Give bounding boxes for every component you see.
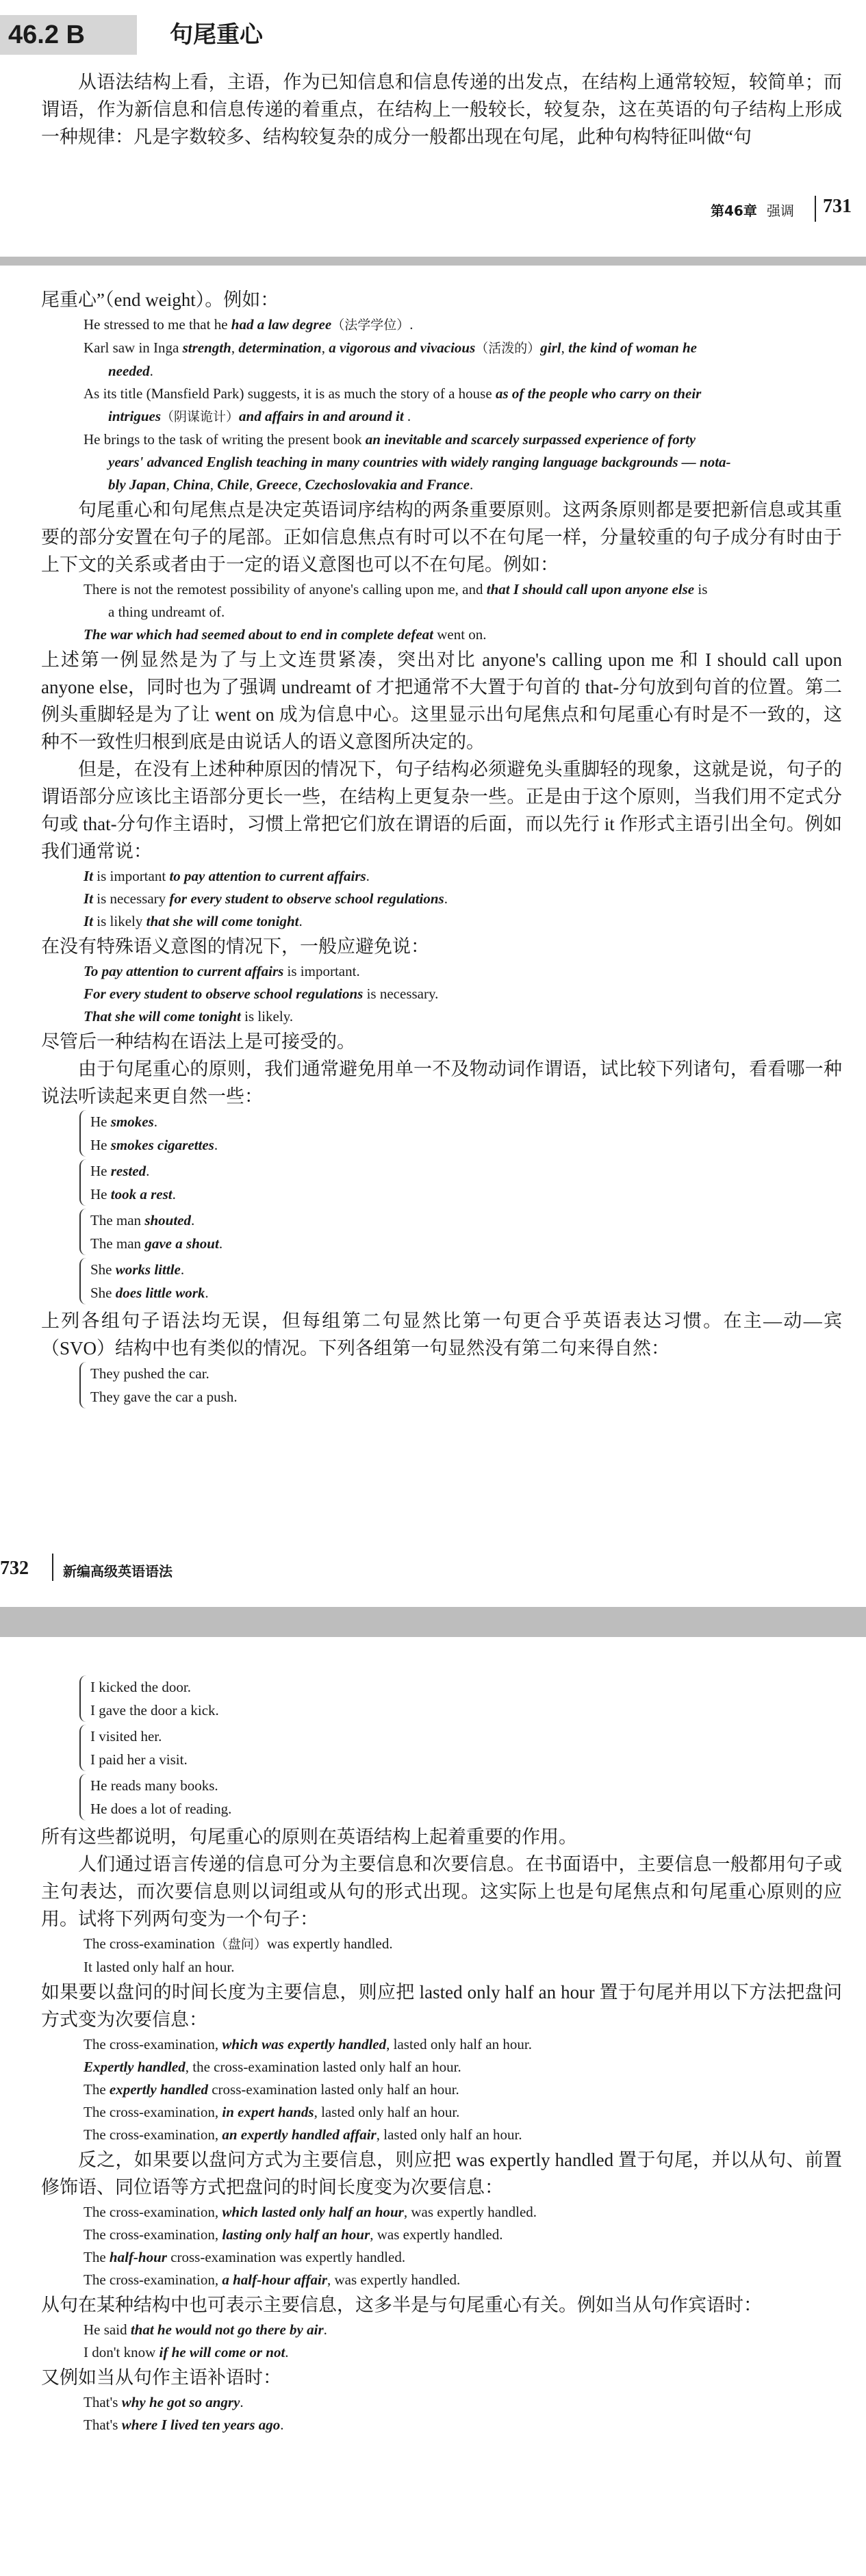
text-run: She: [90, 1285, 116, 1301]
examples-two-sentences: [41, 1933, 842, 1979]
emphasis-text: Czechoslovakia and France: [305, 476, 470, 493]
text-run: , was expertly handled.: [370, 2226, 503, 2243]
text-run: is important.: [283, 963, 360, 979]
example-sentence: [90, 1258, 842, 1281]
sentence-pair: [79, 1362, 842, 1408]
example-sentence: [41, 1956, 842, 1979]
text-run: She: [90, 1261, 116, 1278]
text-run: ,: [231, 339, 239, 356]
running-head-book: 新编高级英语语法: [63, 1563, 173, 1580]
page-732: [0, 1637, 866, 2576]
example-sentence: [90, 1183, 842, 1206]
example-sentence: [41, 910, 842, 933]
text-run: ,: [166, 476, 174, 493]
emphasis-text: strength: [182, 339, 231, 356]
page-number-731: 731: [823, 196, 852, 217]
text-run: They gave the car a push.: [90, 1389, 238, 1405]
text-run: .: [298, 913, 303, 929]
text-run: He: [90, 1137, 111, 1153]
text-run: The: [84, 2249, 110, 2265]
pairs-intransitive: [41, 1110, 842, 1304]
text-run: Karl saw in Inga: [84, 339, 183, 356]
example-sentence: [41, 960, 842, 983]
text-run: I gave the door a kick.: [90, 1702, 219, 1718]
emphasis-text: girl: [540, 339, 561, 356]
emphasis-text: smokes: [110, 1113, 154, 1130]
text-run: .: [214, 1137, 218, 1153]
example-sentence: [90, 1748, 842, 1771]
example-sentence: [41, 601, 842, 623]
text-run: I don't know: [84, 2344, 160, 2360]
text-run: .: [409, 316, 413, 333]
paragraph-svo: 上列各组句子语法均无误，但每组第二句显然比第一句更合乎英语表达习惯。在主—动—宾（SVO）结构中也有类似的情况。下列各组第一句显然没有第二句来得自然：: [41, 1311, 842, 1358]
gloss: （阴谋诡计）: [161, 409, 240, 424]
paragraph-clause-complement: 又例如当从句作主语补语时：: [41, 2367, 281, 2388]
emphasis-text: works little: [115, 1261, 181, 1278]
text-run: cross-examination lasted only half an hour.: [207, 2081, 459, 2098]
text-run: a thing undreamt of.: [108, 604, 225, 620]
example-sentence: [90, 1797, 842, 1820]
sentence-pair: [79, 1675, 842, 1722]
example-sentence: [41, 2033, 842, 2056]
examples-length-main: [41, 2033, 842, 2146]
text-run: , the cross-examination lasted only half an hour.: [185, 2059, 461, 2075]
emphasis-text: a vigorous and vivacious: [329, 339, 476, 356]
sentence-pair: [79, 1774, 842, 1820]
emphasis-text: why he got so angry: [121, 2394, 240, 2410]
text-run: He reads many books.: [90, 1777, 218, 1794]
emphasis-text: lasting only half an hour: [222, 2226, 370, 2243]
text-run: As its title (Mansfield Park) suggests, it is as much the story of a house: [84, 385, 496, 402]
emphasis-text: the kind of woman he: [568, 339, 698, 356]
text-run: It lasted only half an hour.: [84, 1959, 235, 1975]
emphasis-text: which lasted only half an hour: [222, 2204, 404, 2220]
text-run: was expertly handled.: [266, 1935, 393, 1952]
example-sentence: [90, 1385, 842, 1408]
text-run: He stressed to me that he: [84, 316, 231, 333]
text-run: The: [84, 2081, 110, 2098]
text-run: He: [90, 1186, 111, 1202]
emphasis-text: smokes cigarettes: [110, 1137, 214, 1153]
text-run: , lasted only half an hour.: [314, 2104, 460, 2120]
examples-end-weight: [41, 313, 842, 496]
text-run: ,: [209, 476, 218, 493]
paragraph-explanation: 上述第一例显然是为了与上文连贯紧凑，突出对比 anyone's calling upon me 和 I should call upon anyone else，同时也为了强调 undreamt of 才把通常不大置于句首的 that-分句放到句首的位置。第二例头重脚轻是为了让 went on 成为信息中心。这里显示出句尾焦点和句尾重心有时是不一致的，这种不一致性归根到底是由说话人的语义意图所决定的。: [41, 649, 842, 752]
example-sentence: [41, 623, 842, 646]
text-run: went on.: [433, 626, 487, 643]
text-run: .: [403, 408, 411, 424]
emphasis-text: shouted: [144, 1212, 191, 1228]
example-sentence: [41, 2056, 842, 2078]
text-run: He: [90, 1113, 111, 1130]
example-sentence: [41, 451, 842, 474]
text-run: .: [172, 1186, 176, 1202]
text-run: is important: [93, 868, 170, 884]
example-sentence: [90, 1133, 842, 1157]
emphasis-text: determination: [238, 339, 322, 356]
page-gap-2: [0, 1607, 866, 1637]
sentence-pair: [79, 1159, 842, 1206]
text-run: .: [191, 1212, 195, 1228]
example-sentence: [41, 865, 842, 888]
example-sentence: [41, 337, 842, 360]
example-sentence: [41, 474, 842, 496]
text-run: .: [469, 476, 474, 493]
emphasis-text: took a rest: [110, 1186, 173, 1202]
example-sentence: [90, 1209, 842, 1232]
emphasis-text: It: [84, 890, 94, 907]
text-run: .: [240, 2394, 244, 2410]
pairs-svo-first: [41, 1362, 842, 1408]
paragraph-summary: 所有这些都说明，句尾重心的原则在英语结构上起着重要的作用。: [41, 1827, 577, 1847]
page-number-732: 732: [0, 1558, 29, 1579]
text-run: I kicked the door.: [90, 1679, 191, 1695]
emphasis-text: bly Japan: [108, 476, 166, 493]
paragraph-avoid: 在没有特殊语义意图的情况下，一般应避免说：: [41, 936, 429, 957]
example-sentence: [41, 2224, 842, 2246]
running-head-title: 强调: [767, 203, 794, 219]
gloss: （活泼的）: [475, 341, 541, 356]
example-sentence: [41, 2269, 842, 2291]
text-run: .: [323, 2321, 327, 2338]
text-run: , lasted only half an hour.: [376, 2126, 522, 2143]
end-weight-intro: 尾重心”（end weight）。例如：: [41, 289, 279, 310]
examples-object-clause: [41, 2319, 842, 2364]
text-run: ,: [321, 339, 329, 356]
paragraph-acceptable: 尽管后一种结构在语法上是可接受的。: [41, 1031, 355, 1052]
emphasis-text: half-hour: [109, 2249, 167, 2265]
text-run: is necessary.: [363, 986, 439, 1002]
example-sentence: [90, 1675, 842, 1699]
emphasis-text: That she will come tonight: [84, 1008, 241, 1025]
text-run: is likely.: [240, 1008, 294, 1025]
text-run: The cross-examination: [84, 1935, 215, 1952]
example-sentence: [90, 1232, 842, 1255]
gloss: （盘问）: [214, 1937, 267, 1952]
text-run: is necessary: [93, 890, 170, 907]
text-run: He brings to the task of writing the present book: [84, 431, 366, 448]
text-run: The cross-examination,: [84, 2036, 222, 2052]
text-run: He said: [84, 2321, 131, 2338]
example-sentence: [41, 2246, 842, 2269]
emphasis-text: in expert hands: [222, 2104, 314, 2120]
text-run: ,: [561, 339, 569, 356]
sentence-pair: [79, 1725, 842, 1771]
page-gap: [0, 257, 866, 266]
example-sentence: [90, 1774, 842, 1797]
example-sentence: [90, 1725, 842, 1748]
example-sentence: [90, 1281, 842, 1304]
text-run: He does a lot of reading.: [90, 1801, 232, 1817]
emphasis-text: The war which had seemed about to end in complete defeat: [84, 626, 433, 643]
emphasis-text: a half-hour affair: [222, 2271, 328, 2288]
text-run: .: [366, 868, 370, 884]
example-sentence: [41, 360, 842, 383]
examples-exceptions: [41, 578, 842, 646]
text-run: There is not the remotest possibility of anyone's calling upon me, and: [84, 581, 487, 597]
example-sentence: [90, 1110, 842, 1133]
text-run: , lasted only half an hour.: [386, 2036, 533, 2052]
text-run: .: [153, 1113, 157, 1130]
text-run: The cross-examination,: [84, 2126, 222, 2143]
example-sentence: [41, 2319, 842, 2341]
emphasis-text: Expertly handled: [84, 2059, 186, 2075]
text-run: .: [285, 2344, 289, 2360]
text-run: .: [280, 2417, 284, 2433]
text-run: I paid her a visit.: [90, 1751, 188, 1768]
emphasis-text: where I lived ten years ago: [121, 2417, 281, 2433]
example-sentence: [41, 1933, 842, 1956]
body-block-1: [41, 286, 842, 1411]
paragraph-main-manner: 反之，如果要以盘问方式为主要信息，则应把 was expertly handled 置于句尾，并以从句、前置修饰语、同位语等方式把盘问的时间长度变为次要信息：: [41, 2150, 842, 2198]
section-number: 46.2 B: [0, 15, 137, 55]
example-sentence: [41, 2414, 842, 2436]
emphasis-text: It: [84, 868, 94, 884]
text-run: .: [218, 1235, 223, 1252]
text-run: .: [205, 1285, 209, 1301]
emphasis-text: Greece: [256, 476, 298, 493]
example-sentence: [90, 1362, 842, 1385]
page-731-top: [0, 0, 866, 257]
examples-avoid: [41, 960, 842, 1028]
paragraph-principles: 句尾重心和句尾焦点是决定英语词序结构的两条重要原则。这两条原则都是要把新信息或其重要的部分安置在句子的尾部。正如信息焦点有时可以不在句尾一样，分量较重的句子成分有时由于上下文的关系或者由于一定的语义意图也可以不在句尾。例如：: [41, 500, 842, 575]
text-run: The cross-examination,: [84, 2226, 222, 2243]
intro-block: [41, 68, 842, 151]
sentence-pair: [79, 1209, 842, 1255]
emphasis-text: years' advanced English teaching in many countries with widely ranging language backgrounds — nota-: [108, 454, 731, 470]
text-run: is likely: [93, 913, 147, 929]
emphasis-text: that she will come tonight: [146, 913, 299, 929]
example-sentence: [90, 1159, 842, 1183]
examples-manner-main: [41, 2201, 842, 2291]
emphasis-text: to pay attention to current affairs: [169, 868, 366, 884]
examples-anticipatory-it: [41, 865, 842, 933]
emphasis-text: For every student to observe school regulations: [84, 986, 364, 1002]
example-sentence: [41, 983, 842, 1005]
emphasis-text: and affairs in and around it: [239, 408, 404, 424]
emphasis-text: an inevitable and scarcely surpassed experience of forty: [365, 431, 696, 448]
text-run: I visited her.: [90, 1728, 162, 1744]
example-sentence: [41, 428, 842, 451]
paragraph-info: 人们通过语言传递的信息可分为主要信息和次要信息。在书面语中，主要信息一般都用句子或主句表达，而次要信息则以词组或从句的形式出现。这实际上也是句尾焦点和句尾重心原则的应用。试将下列两句变为一个句子：: [41, 1854, 842, 1929]
emphasis-text: Chile: [217, 476, 249, 493]
paragraph-intransitive: 由于句尾重心的原则，我们通常避免用单一不及物动词作谓语，试比较下列诸句，看看哪一种说法听读起来更自然一些：: [41, 1059, 842, 1107]
emphasis-text: does little work: [115, 1285, 205, 1301]
emphasis-text: that he would not go there by air: [130, 2321, 324, 2338]
emphasis-text: needed: [108, 363, 150, 379]
example-sentence: [41, 2201, 842, 2224]
example-sentence: [41, 2391, 842, 2414]
example-sentence: [41, 2078, 842, 2101]
emphasis-text: as of the people who carry on their: [495, 385, 702, 402]
section-header: [0, 15, 866, 55]
section-title: 句尾重心: [170, 21, 263, 49]
body-block-2: [41, 1675, 842, 2436]
text-run: The man: [90, 1212, 145, 1228]
emphasis-text: intrigues: [108, 408, 162, 424]
running-head-chapter: 第46章: [711, 203, 757, 219]
text-run: That's: [84, 2417, 122, 2433]
text-run: The man: [90, 1235, 145, 1252]
example-sentence: [41, 383, 842, 405]
emphasis-text: To pay attention to current affairs: [84, 963, 284, 979]
text-run: They pushed the car.: [90, 1365, 209, 1382]
example-sentence: [41, 1005, 842, 1028]
example-sentence: [41, 578, 842, 601]
example-sentence: [41, 888, 842, 910]
examples-complement-clause: [41, 2391, 842, 2436]
pairs-svo-rest: [41, 1675, 842, 1820]
paragraph-avoid-topheavy: 但是，在没有上述种种原因的情况下，句子结构必须避免头重脚轻的现象，这就是说，句子的谓语部分应该比主语部分更长一些，在结构上更复杂一些。正是由于这个原则，当我们用不定式分句或 that-分句作主语时，习惯上常把它们放在谓语的后面，而以先行 it 作形式主语引出全句。例如我们通常说：: [41, 759, 842, 862]
text-run: The cross-examination,: [84, 2204, 222, 2220]
text-run: cross-examination was expertly handled.: [166, 2249, 406, 2265]
example-sentence: [41, 2101, 842, 2124]
emphasis-text: China: [173, 476, 210, 493]
example-sentence: [41, 2341, 842, 2364]
emphasis-text: an expertly handled affair: [222, 2126, 377, 2143]
text-run: .: [149, 363, 153, 379]
example-sentence: [90, 1699, 842, 1722]
emphasis-text: gave a shout: [144, 1235, 219, 1252]
emphasis-text: rested: [110, 1163, 147, 1179]
text-run: The cross-examination,: [84, 2104, 222, 2120]
text-run: ,: [249, 476, 257, 493]
text-run: is: [694, 581, 708, 597]
text-run: .: [180, 1261, 185, 1278]
page-731-body: [0, 266, 866, 1607]
text-run: ,: [298, 476, 305, 493]
example-sentence: [41, 405, 842, 428]
running-head-divider: [815, 196, 816, 222]
example-sentence: [41, 2124, 842, 2146]
emphasis-text: if he will come or not: [159, 2344, 285, 2360]
paragraph-clause-object: 从句在某种结构中也可表示主要信息，这多半是与句尾重心有关。例如当从句作宾语时：: [41, 2295, 762, 2315]
text-run: The cross-examination,: [84, 2271, 222, 2288]
text-run: .: [146, 1163, 150, 1179]
example-sentence: [41, 313, 842, 337]
emphasis-text: which was expertly handled: [222, 2036, 387, 2052]
emphasis-text: had a law degree: [231, 316, 332, 333]
emphasis-text: for every student to observe school regulations: [169, 890, 444, 907]
emphasis-text: that I should call upon anyone else: [486, 581, 695, 597]
text-run: That's: [84, 2394, 122, 2410]
gloss: （法学学位）: [331, 318, 410, 333]
emphasis-text: expertly handled: [109, 2081, 208, 2098]
running-head-divider-2: [52, 1554, 53, 1581]
text-run: , was expertly handled.: [403, 2204, 537, 2220]
text-run: He: [90, 1163, 111, 1179]
sentence-pair: [79, 1258, 842, 1304]
text-run: , was expertly handled.: [327, 2271, 461, 2288]
paragraph-main-length: 如果要以盘问的时间长度为主要信息，则应把 lasted only half an hour 置于句尾并用以下方法把盘问方式变为次要信息：: [41, 1982, 842, 2030]
sentence-pair: [79, 1110, 842, 1157]
text-run: .: [444, 890, 448, 907]
intro-paragraph: 从语法结构上看，主语，作为已知信息和信息传递的出发点，在结构上通常较短，较简单；而谓语，作为新信息和信息传递的着重点，在结构上一般较长，较复杂，这在英语的句子结构上形成一种规律：凡是字数较多、结构较复杂的成分一般都出现在句尾，此种句构特征叫做“句: [41, 72, 842, 147]
emphasis-text: It: [84, 913, 94, 929]
